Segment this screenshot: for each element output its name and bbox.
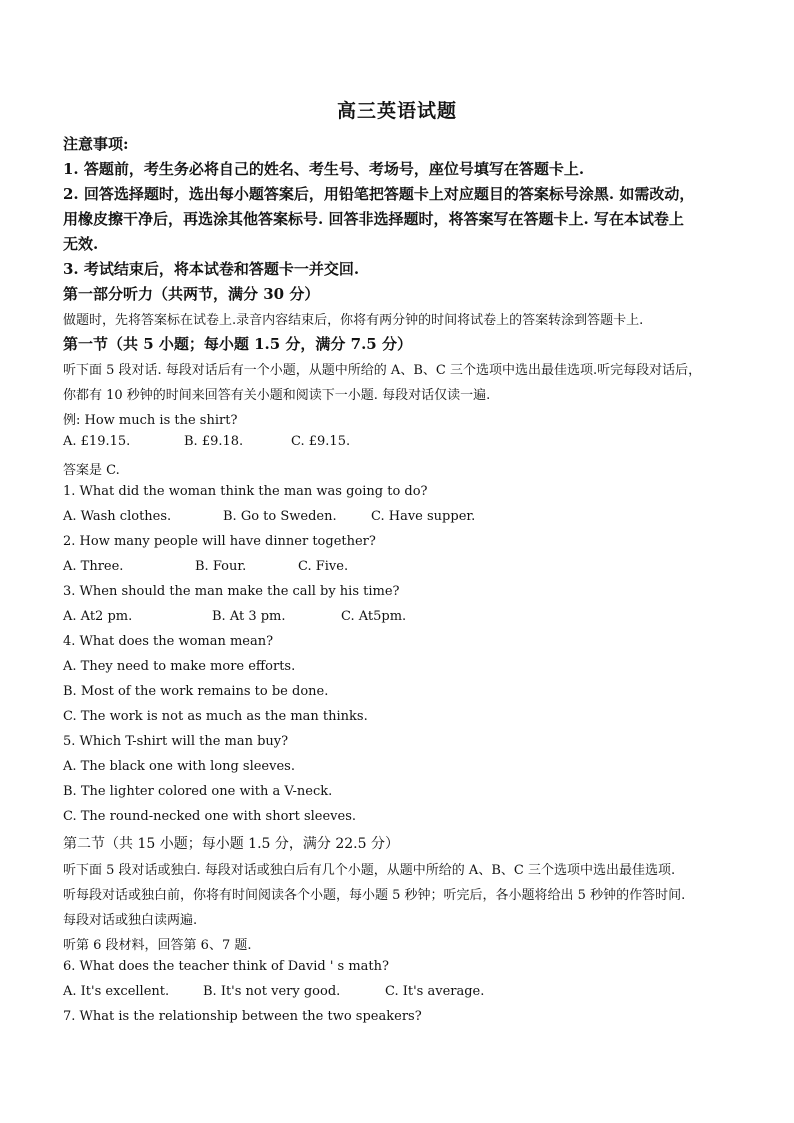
question-5-option-a: A. The black one with long sleeves. — [63, 759, 295, 774]
question-1-option-c: C. Have supper. — [371, 509, 476, 524]
notice-heading: 注意事项: — [63, 135, 129, 153]
section2-heading: 第二节（共 15 小题；每小题 1.5 分，满分 22.5 分） — [63, 836, 399, 852]
question-4-option-b: B. Most of the work remains to be done. — [63, 684, 329, 699]
question-4-option-c: C. The work is not as much as the man thinks. — [63, 709, 368, 724]
page-title: 高三英语试题 — [336, 100, 457, 122]
question-3-option-a: A. At2 pm. — [63, 609, 133, 624]
question-5-option-c: C. The round-necked one with short sleeves. — [63, 809, 357, 824]
part1-heading: 第一部分听力（共两节，满分 30 分） — [63, 285, 320, 303]
section2-instruction-line-3: 每段对话或独白读两遍. — [63, 913, 198, 928]
question-7: 7. What is the relationship between the two speakers? — [63, 1009, 422, 1024]
question-4-option-a: A. They need to make more efforts. — [63, 659, 296, 674]
section2-instruction-line-2: 听每段对话或独白前，你将有时间阅读各个小题，每小题 5 秒钟；听完后，各小题将给出 5 秒钟的作答时间. — [63, 888, 686, 903]
notice-item-2-line-2: 用橡皮擦干净后，再选涂其他答案标号. 回答非选择题时，将答案写在答题卡上. 写在本试卷上 — [63, 210, 684, 228]
question-6-option-a: A. It's excellent. — [63, 984, 170, 999]
question-5-option-b: B. The lighter colored one with a V-neck. — [63, 784, 333, 799]
question-6-option-c: C. It's average. — [385, 984, 485, 999]
notice-item-2-line-3: 无效. — [63, 235, 99, 253]
question-3-option-c: C. At5pm. — [341, 609, 407, 624]
question-6-option-b: B. It's not very good. — [203, 984, 341, 999]
question-3-option-b: B. At 3 pm. — [212, 609, 286, 624]
material-6-label: 听第 6 段材料，回答第 6、7 题. — [63, 938, 252, 953]
notice-item-3: 3. 考试结束后，将本试卷和答题卡一并交回. — [63, 260, 360, 278]
notice-item-1: 1. 答题前，考生务必将自己的姓名、考生号、考场号，座位号填写在答题卡上. — [63, 160, 585, 178]
notice-item-2-line-1: 2. 回答选择题时，选出每小题答案后，用铅笔把答题卡上对应题目的答案标号涂黑. 如需改动， — [63, 185, 695, 203]
section1-instruction-line-2: 你都有 10 秒钟的时间来回答有关小题和阅读下一小题. 每段对话仅读一遍. — [63, 388, 491, 403]
example-question: 例: How much is the shirt? — [63, 413, 238, 428]
question-1-option-b: B. Go to Sweden. — [223, 509, 337, 524]
example-option-a: A. £19.15. — [63, 434, 131, 449]
question-4: 4. What does the woman mean? — [63, 634, 274, 649]
question-3: 3. When should the man make the call by his time? — [63, 584, 400, 599]
question-2-option-c: C. Five. — [298, 559, 349, 574]
question-2-option-a: A. Three. — [63, 559, 124, 574]
example-option-c: C. £9.15. — [291, 434, 351, 449]
example-option-b: B. £9.18. — [184, 434, 244, 449]
example-answer: 答案是 C. — [63, 463, 120, 478]
section2-instruction-line-1: 听下面 5 段对话或独白. 每段对话或独白后有几个小题，从题中所给的 A、B、C 三个选项中选出最佳选项. — [63, 863, 676, 878]
question-1: 1. What did the woman think the man was going to do? — [63, 484, 428, 499]
part1-instruction: 做题时，先将答案标在试卷上.录音内容结束后，你将有两分钟的时间将试卷上的答案转涂到答题卡上. — [63, 313, 644, 328]
section1-instruction-line-1: 听下面 5 段对话. 每段对话后有一个小题，从题中所给的 A、B、C 三个选项中选出最佳选项.听完每段对话后， — [63, 363, 702, 378]
question-1-option-a: A. Wash clothes. — [63, 509, 172, 524]
question-6: 6. What does the teacher think of David ' s math? — [63, 959, 389, 974]
question-2-option-b: B. Four. — [195, 559, 247, 574]
question-2: 2. How many people will have dinner together? — [63, 534, 376, 549]
section1-heading: 第一节（共 5 小题；每小题 1.5 分，满分 7.5 分） — [63, 335, 412, 353]
question-5: 5. Which T-shirt will the man buy? — [63, 734, 289, 749]
